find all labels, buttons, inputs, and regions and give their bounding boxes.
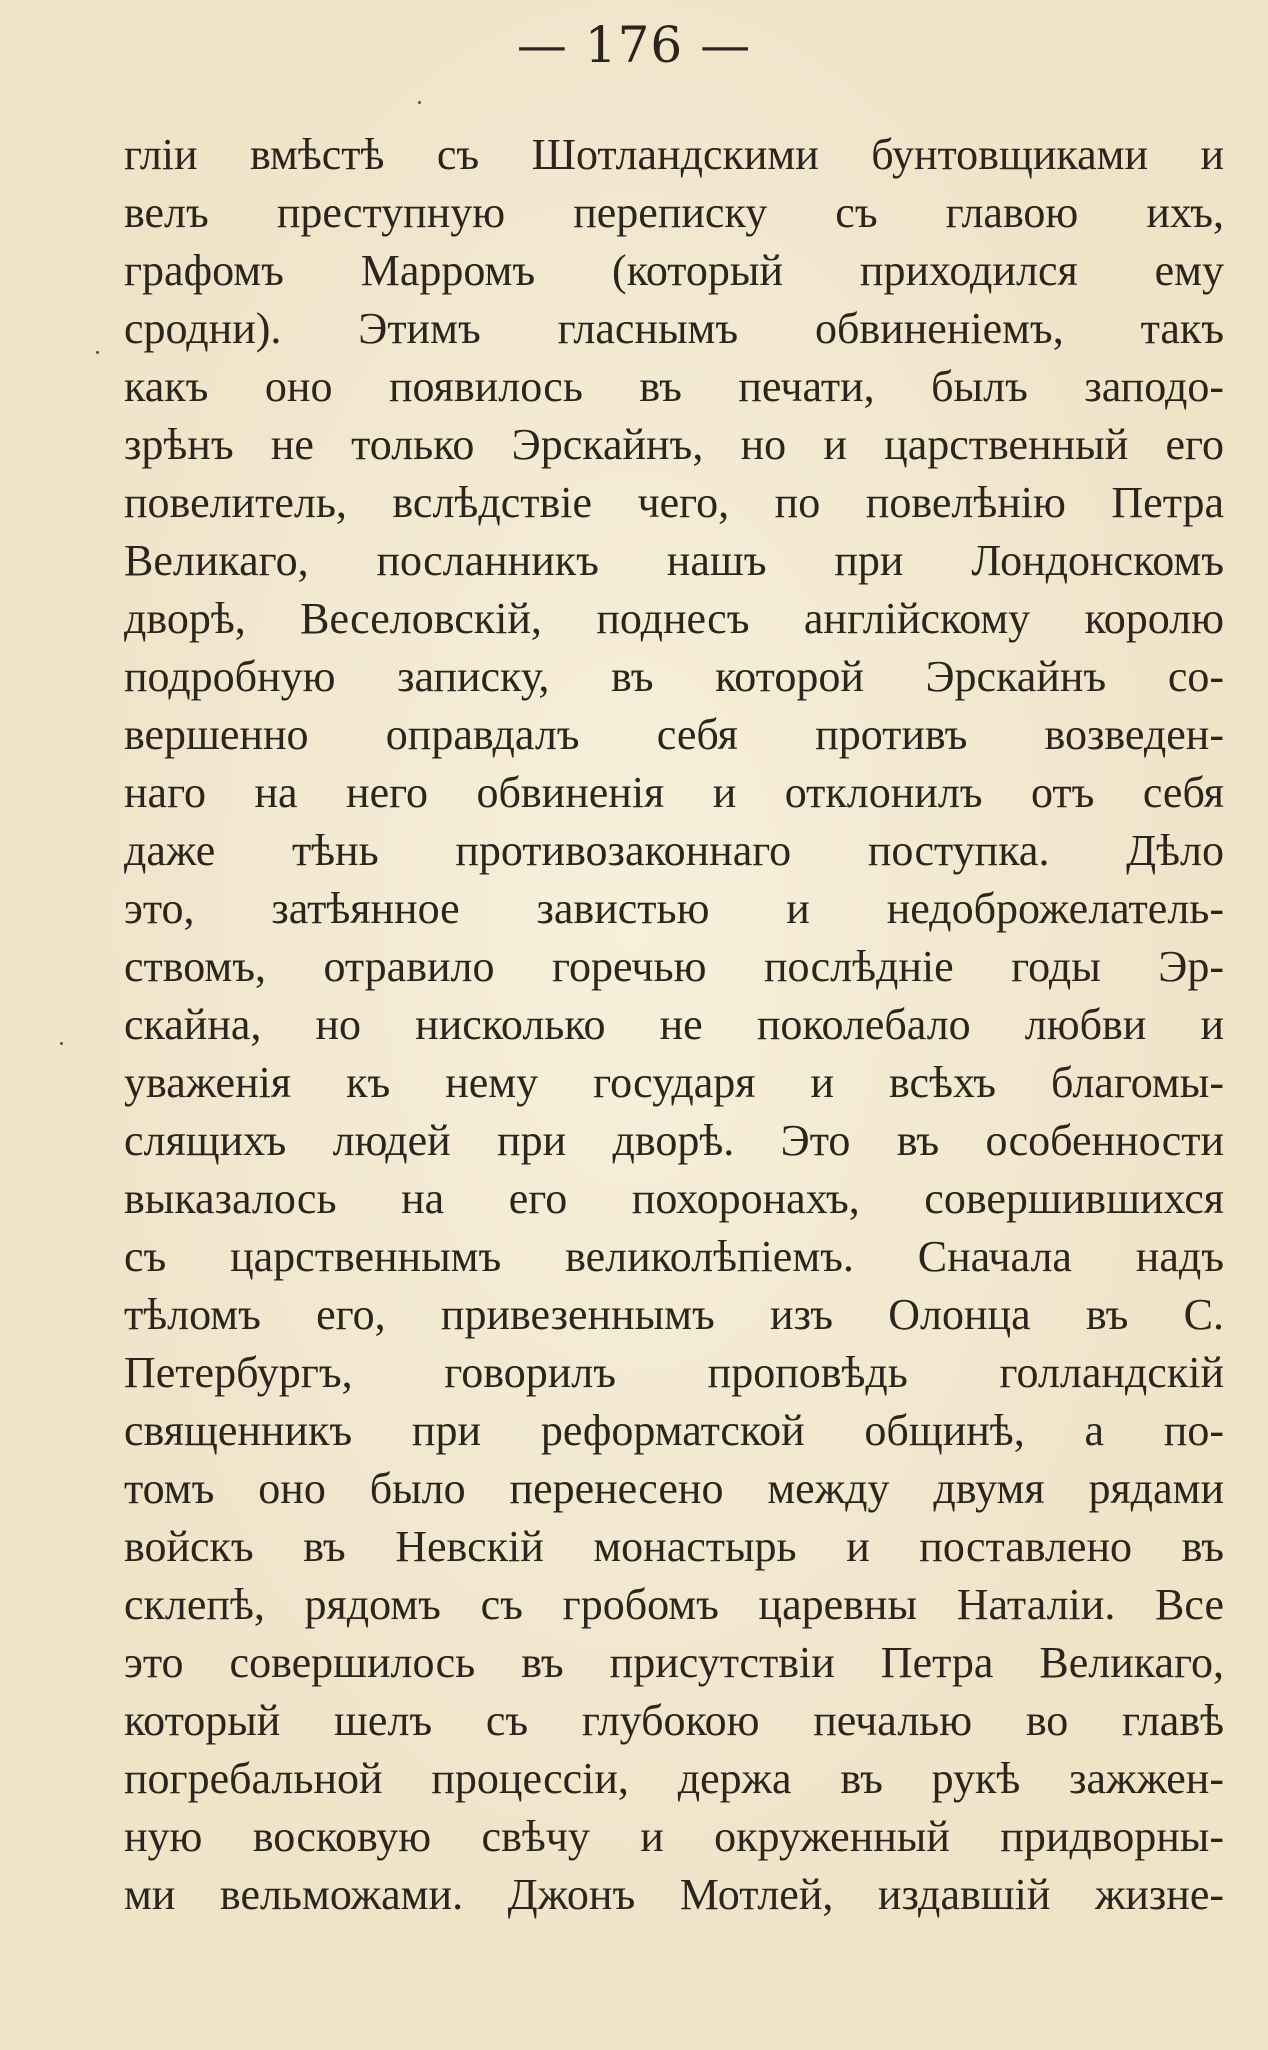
text-line: даже тѣнь противозаконнаго поступка. Дѣло: [124, 826, 1224, 875]
text-line: сродни). Этимъ гласнымъ обвиненіемъ, такъ: [124, 304, 1224, 353]
text-line: Петербургъ, говорилъ проповѣдь голландскій: [124, 1348, 1224, 1397]
print-speck: [418, 101, 421, 104]
text-line: какъ оно появилось въ печати, былъ заподо-: [124, 362, 1224, 411]
text-line: это совершилось въ присутствіи Петра Великаго,: [124, 1638, 1224, 1687]
print-speck: [60, 1042, 63, 1045]
page-number: — 176 —: [516, 16, 752, 74]
text-line: склепѣ, рядомъ съ гробомъ царевны Наталіи. Все: [124, 1580, 1224, 1629]
print-speck: [96, 351, 99, 354]
text-line: ную восковую свѣчу и окруженный придворны-: [124, 1812, 1224, 1861]
text-line: ми вельможами. Джонъ Мотлей, издавшій жизне-: [124, 1870, 1224, 1919]
text-line: Великаго, посланникъ нашъ при Лондонскомъ: [124, 536, 1224, 585]
text-line: подробную записку, въ которой Эрскайнъ со-: [124, 652, 1224, 701]
text-line: вершенно оправдалъ себя противъ возведен-: [124, 710, 1224, 759]
text-line: повелитель, вслѣдствіе чего, по повелѣнію Петра: [124, 478, 1224, 527]
text-line: томъ оно было перенесено между двумя рядами: [124, 1464, 1224, 1513]
text-line: священникъ при реформатской общинѣ, а по-: [124, 1406, 1224, 1455]
text-line: ствомъ, отравило горечью послѣдніе годы Эр-: [124, 942, 1224, 991]
body-text: [124, 126, 1224, 1924]
text-line: графомъ Марромъ (который приходился ему: [124, 246, 1224, 295]
text-line: это, затѣянное завистью и недоброжелатель-: [124, 884, 1224, 933]
text-line: уваженія къ нему государя и всѣхъ благомы-: [124, 1058, 1224, 1107]
text-line: гліи вмѣстѣ съ Шотландскими бунтовщиками и: [124, 130, 1224, 179]
text-line: скайна, но нисколько не поколебало любви и: [124, 1000, 1224, 1049]
text-line: слящихъ людей при дворѣ. Это въ особенности: [124, 1116, 1224, 1165]
text-line: тѣломъ его, привезеннымъ изъ Олонца въ С.: [124, 1290, 1224, 1339]
text-line: войскъ въ Невскій монастырь и поставлено въ: [124, 1522, 1224, 1571]
text-line: выказалось на его похоронахъ, совершившихся: [124, 1174, 1224, 1223]
text-line: зрѣнъ не только Эрскайнъ, но и царственный его: [124, 420, 1224, 469]
text-line: дворѣ, Веселовскій, поднесъ англійскому королю: [124, 594, 1224, 643]
text-line: велъ преступную переписку съ главою ихъ,: [124, 188, 1224, 237]
text-line: съ царственнымъ великолѣпіемъ. Сначала надъ: [124, 1232, 1224, 1281]
text-line: погребальной процессіи, держа въ рукѣ зажжен-: [124, 1754, 1224, 1803]
text-line: наго на него обвиненія и отклонилъ отъ себя: [124, 768, 1224, 817]
text-line: который шелъ съ глубокою печалью во главѣ: [124, 1696, 1224, 1745]
